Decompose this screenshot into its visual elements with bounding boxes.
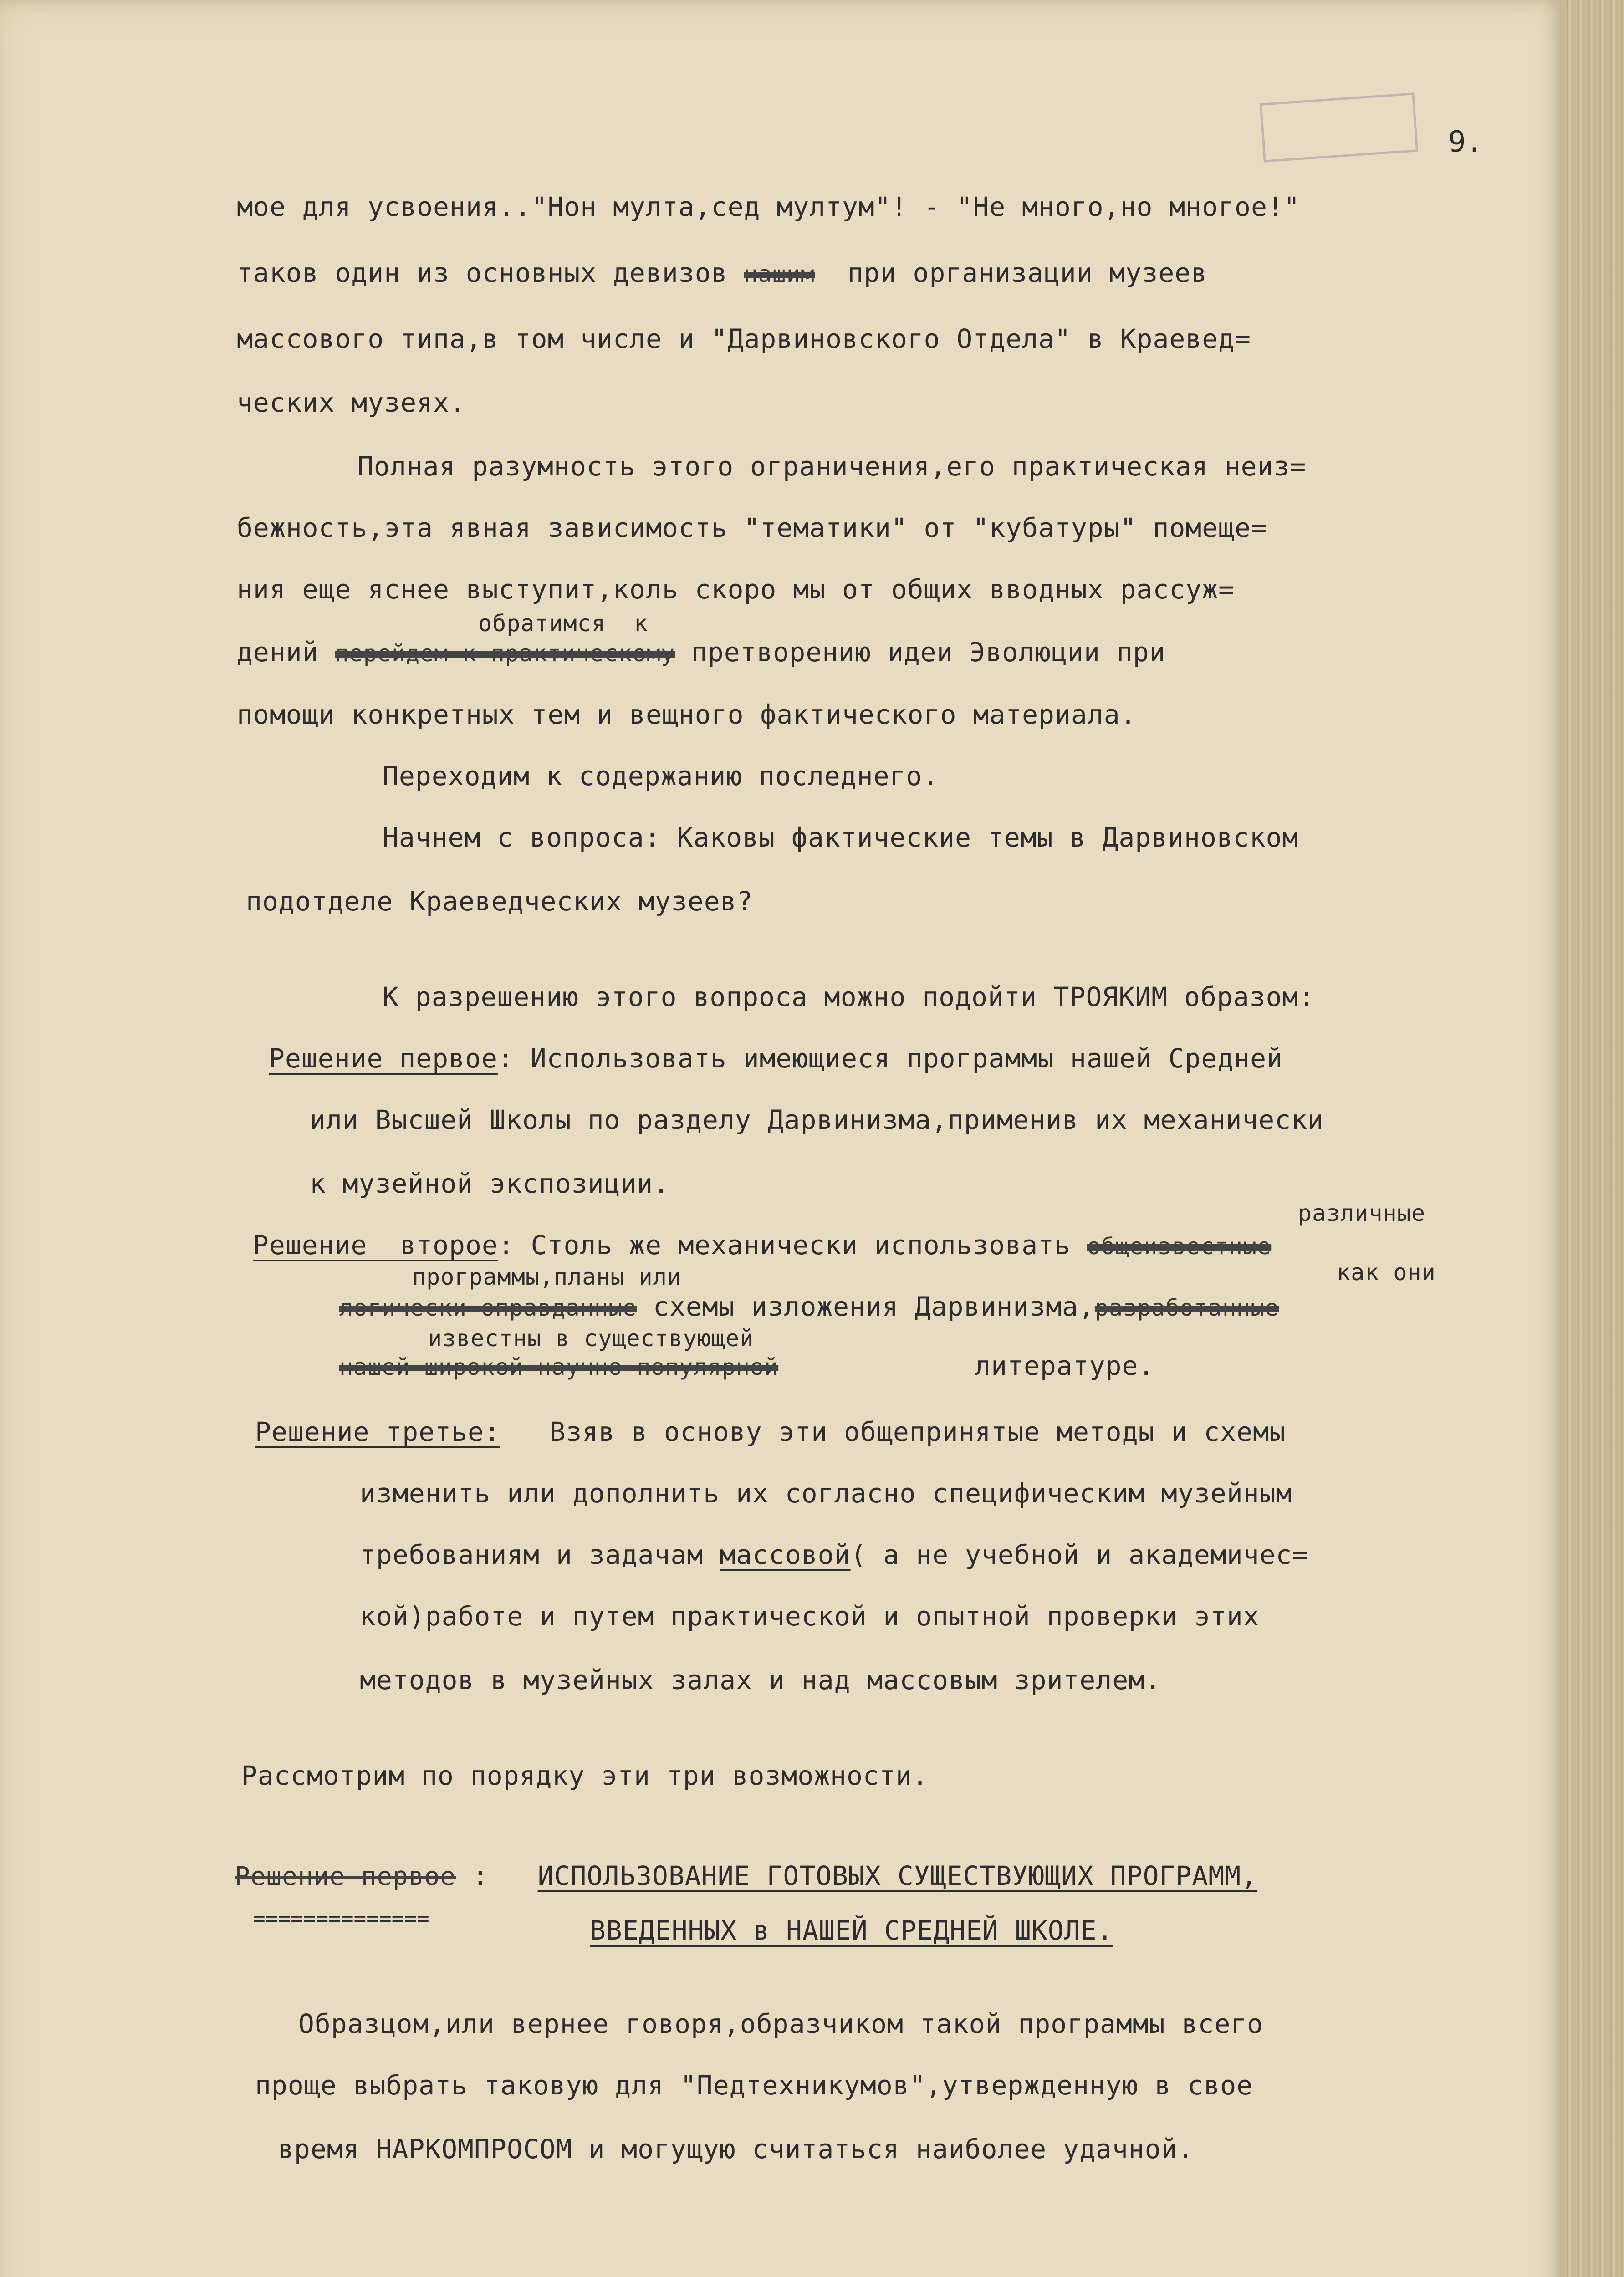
section-heading: Решение первое xyxy=(235,1862,456,1891)
text-line xyxy=(237,637,1166,668)
text-line: подотделе Краеведческих музеев? xyxy=(246,886,753,917)
text-segment: литературе. xyxy=(975,1350,1155,1381)
inserted-text: различные xyxy=(1298,1200,1425,1226)
text-line: ческих музеях. xyxy=(237,387,466,418)
text-line xyxy=(360,1539,1308,1570)
page-stack-edge xyxy=(1562,0,1624,2277)
text-line: время НАРКОМПРОСОМ и могущую считаться наиболее удачной. xyxy=(278,2134,1194,2165)
text-line xyxy=(235,1860,1257,1891)
inserted-text: обратимся к xyxy=(478,610,649,637)
section-title: ВВЕДЕННЫХ в НАШЕЙ СРЕДНЕЙ ШКОЛЕ. xyxy=(590,1915,1113,1946)
text-segment: : xyxy=(472,1860,489,1891)
struck-word: общеизвестные xyxy=(1087,1233,1272,1260)
text-line: бежность,эта явная зависимость "тематики" от "кубатуры" помеще= xyxy=(237,512,1267,543)
text-line: Переходим к содержанию последнего. xyxy=(383,761,939,791)
double-underline: ============== xyxy=(253,1906,429,1930)
text-line xyxy=(255,1416,1286,1447)
archive-stamp xyxy=(1260,92,1418,162)
text-line xyxy=(339,1350,1154,1381)
inserted-text: программы,планы или xyxy=(412,1264,681,1290)
text-line: массового типа,в том числе и "Дарвиновского Отдела" в Краевед= xyxy=(237,323,1251,354)
text-line: к музейной экспозиции. xyxy=(310,1168,670,1199)
text-line xyxy=(237,257,1207,288)
struck-phrase: перейдем к практическому xyxy=(335,640,675,667)
text-segment: требованиям и задачам xyxy=(360,1539,704,1570)
text-line xyxy=(590,1915,1113,1946)
struck-phrase: логически оправданные xyxy=(339,1295,637,1321)
text-line: Образцом,или вернее говоря,образчиком такой программы всего xyxy=(298,2008,1264,2039)
struck-word: разработанные xyxy=(1094,1295,1279,1321)
text-segment: схемы изложения Дарвинизма, xyxy=(653,1291,1095,1322)
solution-heading: Решение первое xyxy=(269,1043,498,1074)
text-segment: претворению идеи Эволюции при xyxy=(691,637,1166,668)
text-segment: ( а не учебной и академичес= xyxy=(850,1539,1309,1570)
text-segment: : Использовать имеющиеся программы нашей Средней xyxy=(497,1043,1283,1074)
underlined-word: массовой xyxy=(720,1539,851,1570)
text-line: изменить или дополнить их согласно специфическим музейным xyxy=(360,1478,1292,1509)
text-line: кой)работе и путем практической и опытной проверки этих xyxy=(360,1601,1260,1632)
text-line: ния еще яснее выступит,коль скоро мы от общих вводных рассуж= xyxy=(237,574,1235,605)
struck-word: нашим xyxy=(744,261,815,287)
solution-heading: Решение третье: xyxy=(255,1416,500,1447)
solution-heading: Решение второе xyxy=(253,1230,498,1261)
text-line: Полная разумность этого ограничения,его практическая неиз= xyxy=(357,451,1307,482)
text-line: К разрешению этого вопроса можно подойти ТРОЯКИМ образом: xyxy=(383,981,1315,1012)
text-segment: таков один из основных девизов xyxy=(237,257,728,288)
text-segment: при организации музеев xyxy=(847,257,1208,288)
text-line xyxy=(253,1230,1271,1261)
text-segment: Взяв в основу эти общепринятые методы и схемы xyxy=(549,1416,1286,1447)
text-line: помощи конкретных тем и вещного фактического материала. xyxy=(237,699,1137,730)
text-line: Рассмотрим по порядку эти три возможности. xyxy=(241,1760,929,1791)
page-number: 9. xyxy=(1448,125,1484,159)
text-line: методов в музейных залах и над массовым зрителем. xyxy=(360,1664,1162,1695)
text-line: Начнем с вопроса: Каковы фактические темы в Дарвиновском xyxy=(383,822,1299,853)
text-line: мое для усвоения.."Нон мулта,сед мултум"! - "Не много,но многое!" xyxy=(237,191,1300,222)
text-segment: дений xyxy=(237,637,319,668)
text-segment: : Столь же механически использовать xyxy=(498,1230,1071,1261)
text-line xyxy=(339,1291,1279,1322)
inserted-text: известны в существующей xyxy=(428,1325,754,1352)
text-line xyxy=(269,1043,1283,1074)
text-line: проще выбрать таковую для "Педтехникумов",утвержденную в свое xyxy=(255,2070,1253,2101)
section-title: ИСПОЛЬЗОВАНИЕ ГОТОВЫХ СУЩЕСТВУЮЩИХ ПРОГРАММ, xyxy=(537,1860,1258,1891)
text-line: или Высшей Школы по разделу Дарвинизма,применив их механически xyxy=(310,1104,1324,1135)
inserted-text: как они xyxy=(1337,1259,1436,1286)
struck-phrase: нашей широкой научно-популярной xyxy=(339,1354,779,1380)
